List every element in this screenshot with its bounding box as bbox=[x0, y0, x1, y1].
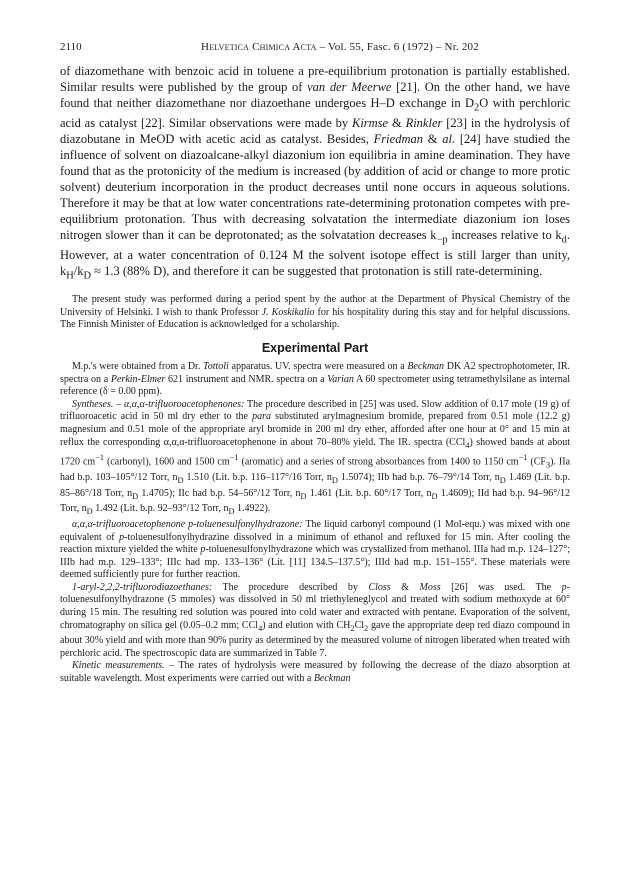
diazoethane-paragraph bbox=[60, 582, 570, 661]
text-run: (CF bbox=[527, 456, 546, 468]
text-run: M.p.'s were obtained from a Dr. bbox=[72, 361, 204, 373]
text-run: – The rates of hydrolysis were measured by following the decrease of the diazo absorption at suitable wavelength. Most experiments were carried out with a bbox=[60, 660, 570, 685]
superscript: −1 bbox=[95, 453, 105, 463]
text-run: 1.510 (Lit. b.p. 116–117°/16 Torr, n bbox=[183, 472, 332, 484]
subscript: 3 bbox=[545, 460, 551, 470]
subscript: 2 bbox=[474, 102, 480, 114]
discussion-block bbox=[60, 64, 570, 284]
text-run: 1.461 (Lit. b.p. 60°/17 Torr, n bbox=[306, 487, 432, 499]
author-name: Friedman bbox=[373, 132, 423, 147]
superscript: −1 bbox=[229, 453, 239, 463]
compound-heading: 1-aryl-2,2,2-trifluorodiazoethanes: bbox=[72, 581, 213, 593]
running-header bbox=[60, 40, 570, 54]
text-run: O with perchloric acid as catalyst [22]. Similar observations were made by bbox=[60, 95, 571, 131]
text-run: of diazomethane with benzoic acid in toluene a pre-equilibrium protonation is partially established. Similar results were published by the group of bbox=[60, 64, 570, 94]
brand-name: Varian bbox=[327, 373, 354, 385]
syntheses-paragraph bbox=[60, 399, 570, 519]
subscript: D bbox=[86, 507, 93, 517]
hydrazone-paragraph bbox=[60, 519, 570, 582]
person-name: J. Koskikalio bbox=[261, 306, 315, 318]
acknowledgement-block bbox=[60, 294, 570, 332]
instruments-paragraph bbox=[60, 361, 570, 399]
text-run: the solvent isotope effect is still larger than unity, k bbox=[60, 247, 571, 278]
text-run: for his hospitality during this stay and for helpful discussions. The Finnish Minister of Education is acknowledged for a scholarship. bbox=[60, 306, 571, 331]
text-run: 621 instrument and NMR. spectra on a bbox=[165, 373, 328, 385]
text-run: 1.4609); IId had b.p. 94–96°/12 Torr, n bbox=[60, 487, 570, 515]
italic-term: p bbox=[200, 544, 206, 556]
brand-name: Beckman bbox=[313, 673, 351, 685]
text-run: 1.492 (Lit. b.p. 92–93°/12 Torr, n bbox=[92, 503, 229, 515]
text-run: DK A2 spectrophotometer, IR. spectra on a bbox=[60, 361, 571, 385]
compound-heading: α,α,α-trifluoroacetophenone p-toluenesulfonylhydrazone: bbox=[72, 518, 303, 530]
text-run: . However, at a water concentration of 0.124 bbox=[60, 227, 570, 262]
subscript: 4 bbox=[258, 623, 263, 633]
brand-name: Perkin-Elmer bbox=[110, 373, 166, 385]
text-run: The procedure described in [25] was used. Slow addition of 0.17 mole (19 g) of trifluoroacetic acid in 50 ml dry ether to the bbox=[60, 398, 570, 423]
text-run: ≈ 1.3 (88% D), and therefore it can be suggested that protonation is still rate-determining. bbox=[91, 263, 543, 278]
italic-term: p bbox=[561, 581, 567, 593]
subscript: 2 bbox=[350, 623, 355, 633]
author-name: Closs bbox=[368, 581, 391, 593]
text-run: gave the appropriate deep red diazo compound in about 30% yield and with more than 90% purity as determined by the measured volume of nitrogen liberated when treated with perchloric acid. The spectroscopic data are summarized in Table 7. bbox=[60, 619, 571, 659]
text-run: [21]. On the other hand, we have found that neither diazomethane nor diazoethane undergoes H–D exchange in D bbox=[60, 79, 570, 110]
section-heading: Experimental Part bbox=[261, 341, 369, 356]
brand-name: Beckman bbox=[407, 361, 445, 373]
author-name: al. bbox=[442, 132, 456, 147]
text-run: & bbox=[422, 132, 443, 147]
discussion-paragraph bbox=[60, 64, 570, 284]
text-run: -toluenesulfonylhydrazine dissolved in a minimum of ethanol and refluxed for 15 min. After cooling the reaction mixture yielded the white bbox=[60, 531, 570, 556]
subscript: −p bbox=[436, 234, 448, 246]
compound-heading: α,α,α-trifluoroacetophenones: bbox=[124, 398, 245, 410]
text-run: The liquid carbonyl compound (1 Mol-equ.) was mixed with one equivalent of bbox=[60, 518, 570, 543]
text-run: -toluenesulfonylhydrazone (5 mmoles) was dissolved in 50 ml triethyleneglycol and treated with sodium methoxyde at 60° during 15 min. The resulting red solution was poured into cold water and extracted with pentane. Evaporation of the solvent, chromatography on silica gel (0.05–0.2 mm; CCl bbox=[60, 581, 570, 631]
text-run: – bbox=[113, 398, 124, 410]
text-run: Cl bbox=[354, 619, 365, 631]
author-name: van der Meerwe bbox=[307, 79, 392, 94]
subscript: H bbox=[66, 270, 74, 282]
subscript: D bbox=[499, 476, 506, 486]
text-run: [23] in the hydrolysis of diazobutane in MeOD with acetic acid as catalyst. Besides, bbox=[60, 116, 570, 147]
text-run: ) showed bands at about 1720 cm bbox=[60, 436, 570, 468]
molarity-unit: M bbox=[292, 247, 304, 262]
text-run: ) and elution with CH bbox=[262, 619, 351, 631]
subsection-title: Kinetic measurements. bbox=[72, 660, 165, 672]
subscript: 4 bbox=[465, 440, 470, 450]
subscript: 2 bbox=[364, 623, 369, 633]
experimental-block bbox=[60, 361, 570, 686]
subscript: D bbox=[431, 491, 438, 501]
author-name: Moss bbox=[419, 581, 441, 593]
text-run: 1.4705); IIc had b.p. 54–56°/12 Torr, n bbox=[138, 487, 301, 499]
kinetics-paragraph bbox=[60, 660, 570, 685]
text-run: A 60 spectrometer using tetramethylsilane as internal reference (δ = 0.00 ppm). bbox=[60, 373, 570, 398]
journal-name: Helvetica Chimica Acta bbox=[201, 41, 317, 53]
subscript: D bbox=[228, 507, 235, 517]
text-run: & bbox=[390, 581, 420, 593]
text-run: (aromatic) and a series of strong absorbances from 1400 to 1150 cm bbox=[238, 456, 519, 468]
italic-term: p bbox=[119, 531, 125, 543]
subscript: D bbox=[331, 476, 338, 486]
subscript: D bbox=[132, 491, 139, 501]
text-run: increases relative to k bbox=[447, 227, 562, 242]
subscript: d bbox=[561, 234, 567, 246]
subsection-title: Syntheses. bbox=[72, 398, 114, 410]
text-run: substituted arylmagnesium bromide, prepared from 0.51 mole (12.2 g) magnesium and 0.51 mole of the appropriate aryl bromide in 200 ml dry ether, afforded after one hour at 0° and 15 min at reflux the corresponding α,α,α-trifluoroacetophenone in about 70–80% yield. The IR. spectra (CCl bbox=[60, 411, 570, 448]
journal-details: – Vol. 55, Fasc. 6 (1972) – Nr. 202 bbox=[319, 41, 479, 53]
brand-name: Tottoli bbox=[203, 361, 229, 373]
superscript: −1 bbox=[518, 453, 528, 463]
acknowledgement-paragraph bbox=[60, 294, 570, 332]
text-run: 1.469 (Lit. b.p. 85–86°/18 Torr, n bbox=[60, 472, 570, 499]
text-run: [26] was used. The bbox=[440, 581, 562, 593]
author-name: Rinkler bbox=[405, 116, 443, 131]
italic-term: para bbox=[252, 411, 271, 423]
text-run: 1.5074); IIb had b.p. 76–79°/14 Torr, n bbox=[337, 472, 500, 484]
text-run: apparatus. UV. spectra were measured on a bbox=[228, 361, 408, 373]
text-run: -toluenesulfonylhydrazone which was crystallized from methanol. IIIa had m.p. 124–127°; IIIb had m.p. 129–133°; IIIc had mp. 133–136° (Lit. [11] 134.5–137.5°); IIId had m.p. 151–155°. These materials were deemed sufficiently pure for further reaction. bbox=[60, 544, 570, 581]
text-run: 1.4922). bbox=[234, 503, 271, 515]
text-run: [24] have studied the influence of solvent on diazoalcane-alkyl diazonium ion equilibria in amine deamination. They have found that as the protonicity of the medium is increased (by addition of acid or change to more protic solvent) deuterium incorporation in the product decreases until none occurs in aqueous solutions. Therefore it may be that at low water concentrations rate-determining protonation competes with pre-equilibrium protonation. Thus with decreasing solvatation the intermediate diazonium ion loses nitrogen slower than it can be deprotonated; as the solvatation decreases k bbox=[60, 132, 570, 242]
text-run: ). IIa had b.p. 103–105°/12 Torr, n bbox=[60, 456, 571, 484]
subscript: D bbox=[83, 270, 92, 282]
subscript: D bbox=[177, 476, 184, 486]
text-run: (carbonyl), 1600 and 1500 cm bbox=[104, 456, 230, 468]
page-number: 2110 bbox=[60, 41, 82, 53]
text-run: & bbox=[388, 116, 406, 131]
text-run: /k bbox=[73, 263, 84, 278]
text-run: The procedure described by bbox=[212, 581, 369, 593]
subscript: D bbox=[300, 491, 307, 501]
journal-reference bbox=[110, 40, 570, 54]
text-run: The present study was performed during a period spent by the author at the Department of Physical Chemistry of the University of Helsinki. I wish to thank Professor bbox=[60, 294, 570, 318]
author-name: Kirmse bbox=[351, 116, 389, 131]
